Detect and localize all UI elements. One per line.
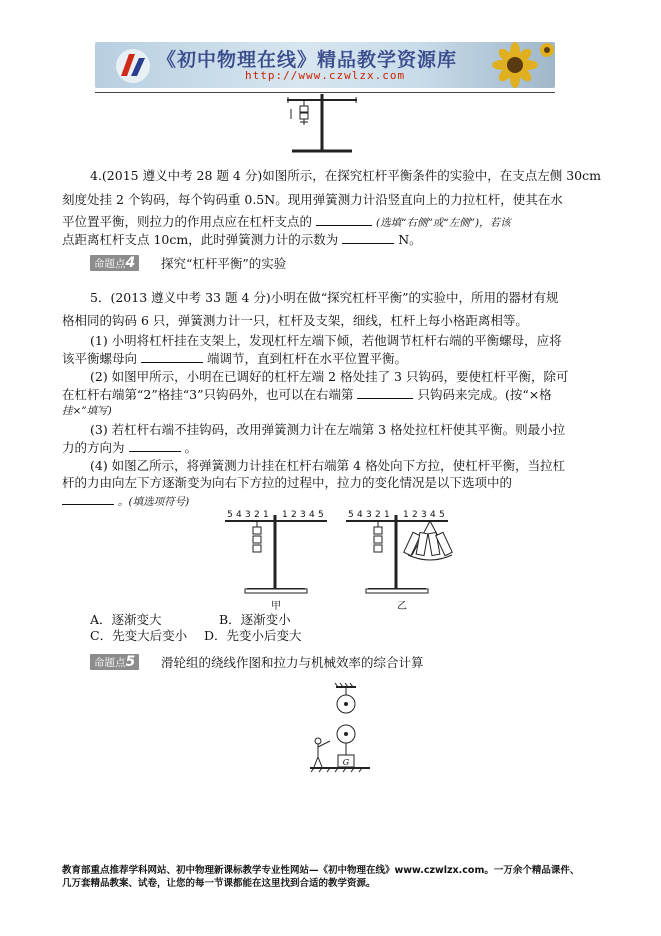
option-a[interactable]: A．逐渐变大 (90, 612, 162, 627)
footer-line-1: 教育部重点推荐学科网站、初中物理新课标教学专业性网站—《初中物理在线》www.czwlzx.com。一万余个精品课件、 (62, 865, 580, 876)
weight-label: G (342, 758, 350, 767)
q5-p1-line-1: (1) 小明将杠杆挂在支架上，发现杠杆左端下倾，若他调节杠杆右端的平衡螺母，应将 (90, 333, 562, 348)
logo-icon (113, 46, 153, 86)
q5-p1-line-2 (62, 350, 407, 367)
q5-blank-3[interactable] (129, 439, 181, 452)
q4-line-4-unit: N。 (398, 232, 422, 247)
footer (62, 864, 579, 890)
q5-p2-line-1: (2) 如图甲所示，小明在已调好的杠杆左端 2 格处挂了 3 只钩码，要使杠杆平衡，除可 (90, 369, 569, 384)
q5-p3-line-1: (3) 若杠杆右端不挂钩码，改用弹簧测力计在左端第 3 格处拉杠杆使其平衡。则最小拉 (90, 422, 566, 437)
header-banner (95, 42, 555, 88)
topic-4-title: 探究“杠杆平衡”的实验 (161, 256, 287, 271)
q5-p2-text-a: 在杠杆右端第“2”格挂“3”只钩码外，也可以在右端第 (62, 387, 354, 402)
scale-label: 2 (254, 510, 260, 520)
scale-label: 2 (291, 510, 297, 520)
topic-5-tag-text: 命题点 (94, 657, 126, 669)
q5-blank-1[interactable] (141, 350, 203, 363)
q5-p4-line-2: 杆的力由向左下方逐渐变为向右下方拉的过程中，拉力的变化情况是以下选项中的 (62, 475, 513, 490)
scale-label: 2 (375, 510, 381, 520)
scale-label: 2 (412, 510, 418, 520)
scale-label: 5 (318, 510, 324, 520)
q4-blank-1[interactable] (316, 213, 372, 226)
lever-diagram-yi (346, 507, 456, 602)
topic-5-tag-num: 5 (125, 654, 136, 670)
lever-stand-diagram-top (282, 92, 382, 152)
scale-label: 5 (439, 510, 445, 520)
q5-p1-text-b: 端调节，直到杠杆在水平位置平衡。 (206, 351, 407, 366)
scale-label: 4 (430, 510, 436, 520)
scale-label: 5 (348, 510, 354, 520)
q5-p3-text-a: 力的方向为 (62, 440, 125, 455)
scale-label: 3 (421, 510, 427, 520)
scale-label: 5 (227, 510, 233, 520)
q5-blank-4[interactable] (62, 492, 114, 505)
scale-label: 3 (366, 510, 372, 520)
scale-label: 1 (403, 510, 409, 520)
option-b[interactable]: B．逐渐变小 (219, 612, 291, 627)
lever-diagram-jia (225, 507, 335, 602)
q5-p4-line-3 (62, 492, 189, 510)
topic-4-tag (90, 255, 139, 271)
q4-blank-2[interactable] (342, 231, 394, 244)
q4-line-3-hint: (选填“右侧”或“左侧”)，若该 (375, 217, 511, 229)
q5-p3-line-2 (62, 439, 197, 456)
pulley-system-diagram (310, 683, 380, 778)
scale-label: 1 (384, 510, 390, 520)
scale-label: 3 (300, 510, 306, 520)
q5-p2-text-b: 只钩码来完成。(按“×格 (417, 387, 552, 402)
q5-p1-text-a: 该平衡螺母向 (62, 351, 138, 366)
q5-p2-line-2 (62, 386, 552, 403)
q4-line-3 (62, 213, 511, 231)
figure-caption-yi: 乙 (397, 601, 407, 612)
q4-line-1: 4.(2015 遵义中考 28 题 4 分)如图所示，在探究杠杆平衡条件的实验中，在支点左侧 30cm (90, 168, 601, 183)
q4-line-2: 刻度处挂 2 个钩码，每个钩码重 0.5N。现用弹簧测力计沿竖直向上的力拉杠杆，使其在水 (62, 192, 563, 207)
footer-line-2: 几万套精品教案、试卷，让您的每一节课都能在这里找到合适的教学资源。 (62, 878, 376, 889)
q5-p4-line-1: (4) 如图乙所示，将弹簧测力计挂在杠杆右端第 4 格处向下方拉，使杠杆平衡，当拉杠 (90, 458, 566, 473)
banner-url: http://www.czwlzx.com (245, 69, 406, 82)
banner-title: 《初中物理在线》精品教学资源库 (157, 49, 458, 71)
spring-scales (404, 521, 453, 560)
q4-line-4 (62, 231, 422, 248)
person-pulling-icon (314, 738, 330, 767)
q5-p3-text-b: 。 (184, 440, 197, 455)
scale-label: 1 (282, 510, 288, 520)
q5-blank-2[interactable] (357, 386, 413, 399)
q4-line-4-text: 点距离杠杆支点 10cm，此时弹簧测力计的示数为 (62, 232, 339, 247)
topic-4-tag-num: 4 (125, 255, 136, 271)
scale-label: 1 (263, 510, 269, 520)
topic-5-title: 滑轮组的绕线作图和拉力与机械效率的综合计算 (161, 655, 424, 670)
scale-label: 4 (236, 510, 242, 520)
q5-line-1: 5．(2013 遵义中考 33 题 4 分)小明在做“探究杠杆平衡”的实验中，所用的器材有规 (90, 290, 559, 305)
scale-label: 4 (357, 510, 363, 520)
q5-p2-line-3: 挂×”填写) (62, 405, 112, 417)
q4-line-3-text: 平位置平衡，则拉力的作用点应在杠杆支点的 (62, 214, 313, 229)
figure-caption-jia: 甲 (271, 601, 281, 612)
option-c[interactable]: C．先变大后变小 (90, 628, 188, 643)
q5-line-2: 格相同的钩码 6 只，弹簧测力计一只，杠杆及支架，细线，杠杆上每小格距离相等。 (62, 313, 528, 328)
topic-5-tag (90, 654, 139, 670)
q5-p4-text: 。(填选项符号) (117, 496, 190, 508)
option-d[interactable]: D．先变小后变大 (204, 628, 302, 643)
scale-label: 3 (245, 510, 251, 520)
topic-4-tag-text: 命题点 (94, 258, 126, 270)
scale-label: 4 (309, 510, 315, 520)
sunflower-icon (475, 42, 555, 88)
